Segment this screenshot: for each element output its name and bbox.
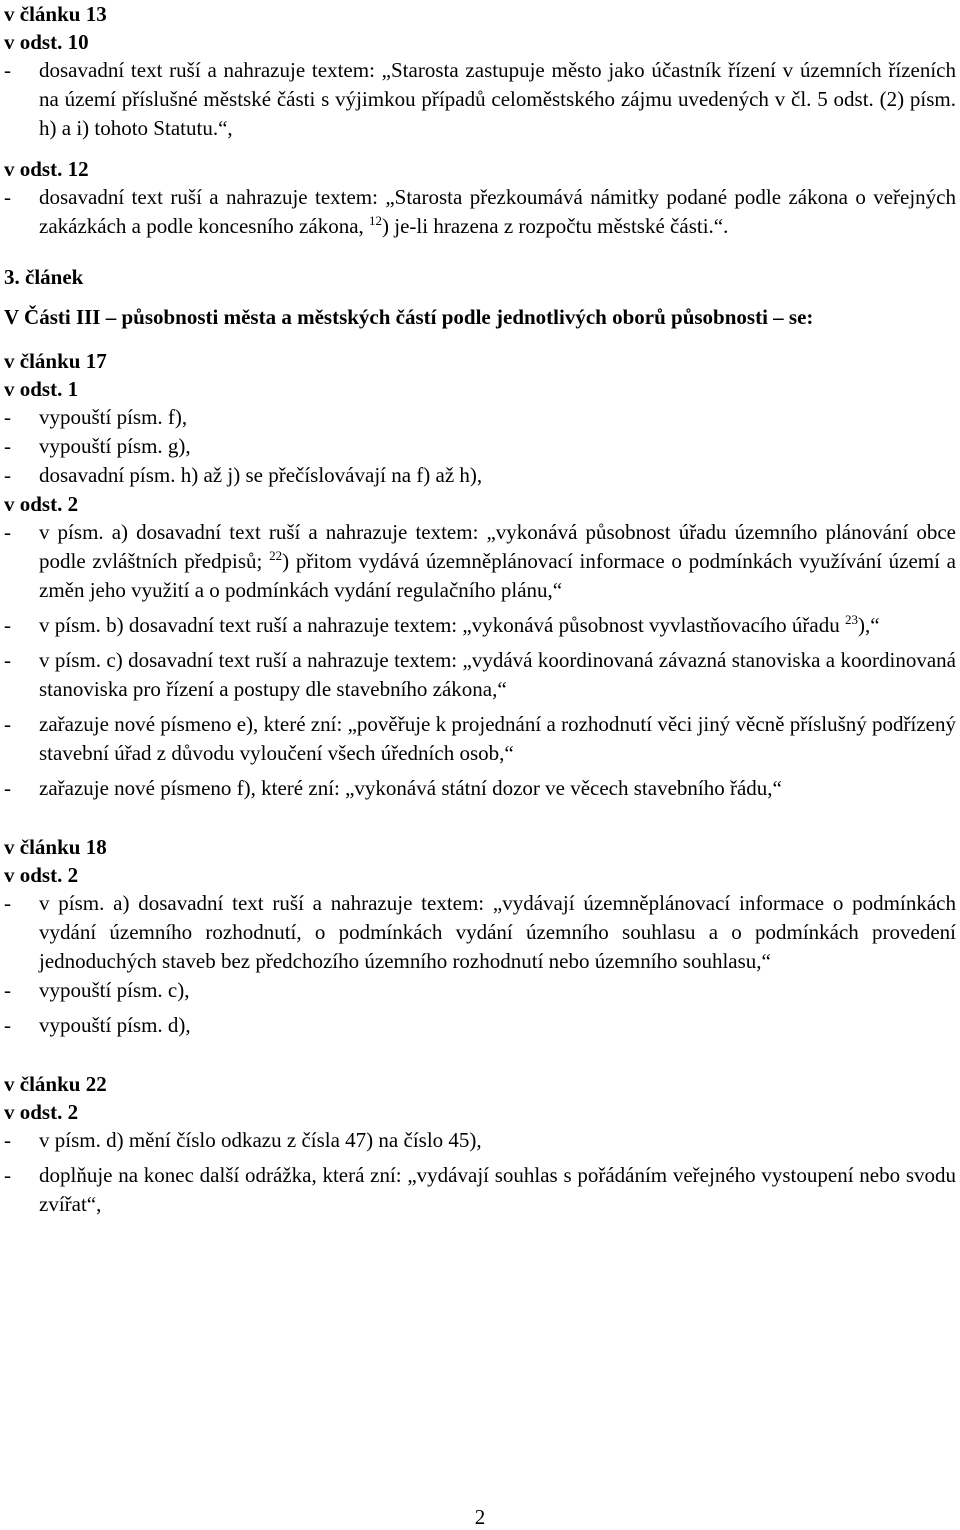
list-item xyxy=(4,432,956,461)
list-item xyxy=(4,611,956,640)
item-text: vypouští písm. c), xyxy=(39,978,190,1002)
dash: - xyxy=(4,776,11,800)
list-item xyxy=(4,1126,956,1155)
footnote-ref: 22 xyxy=(269,548,283,563)
list-item xyxy=(4,461,956,490)
item-text: v písm. d) mění číslo odkazu z čísla 47) na číslo 45), xyxy=(39,1128,482,1152)
heading-paragraph-12: v odst. 12 xyxy=(4,157,89,181)
list-item xyxy=(4,56,956,143)
footnote-ref: 12 xyxy=(369,213,383,228)
dash: - xyxy=(4,1013,11,1037)
item-text: v písm. b) dosavadní text ruší a nahrazuje textem: „vykonává působnost vyvlastňovacího úřadu $^{23}$),“ xyxy=(39,612,880,637)
list-item xyxy=(4,774,956,803)
list-item xyxy=(4,518,956,605)
item-text: vypouští písm. d), xyxy=(39,1013,191,1037)
dash: - xyxy=(4,1163,11,1187)
dash: - xyxy=(4,613,11,637)
dash: - xyxy=(4,712,11,736)
dash: - xyxy=(4,58,11,82)
heading-article-17: v článku 17 xyxy=(4,349,107,373)
item-text: v písm. a) dosavadní text ruší a nahrazuje textem: „vydávají územněplánovací informace o podmínkách vydání územního rozhodnutí, o podmínkách vydání územního souhlasu a o podmínkách provedení jednoduchých staveb bez předchozího územního rozhodnutí nebo územního souhlasu,“ xyxy=(39,891,956,973)
page-number: 2 xyxy=(474,1505,486,1529)
list-item xyxy=(4,889,956,976)
list-item xyxy=(4,183,956,241)
heading-article-22: v článku 22 xyxy=(4,1072,107,1096)
document-page xyxy=(4,0,956,1219)
dash: - xyxy=(4,463,11,487)
item-text: doplňuje na konec další odrážka, která zní: „vydávají souhlas s pořádáním veřejného vystoupení nebo svodu zvířat“, xyxy=(39,1163,956,1216)
dash: - xyxy=(4,648,11,672)
item-text: zařazuje nové písmeno e), které zní: „pověřuje k projednání a rozhodnutí věci jiný věcně příslušný podřízený stavební úřad z důvodu vyloučení všech úředních osob,“ xyxy=(39,712,956,765)
heading-part-iii: V Části III – působnosti města a městských částí podle jednotlivých oborů působnosti – se: xyxy=(4,305,814,329)
footnote-ref: 23 xyxy=(844,612,858,627)
list-item xyxy=(4,646,956,704)
heading-paragraph-2: v odst. 2 xyxy=(4,863,79,887)
heading-article-18: v článku 18 xyxy=(4,835,107,859)
dash: - xyxy=(4,434,11,458)
list-item xyxy=(4,976,956,1005)
heading-paragraph-10: v odst. 10 xyxy=(4,30,89,54)
heading-article-3: 3. článek xyxy=(4,265,84,289)
list-item xyxy=(4,1161,956,1219)
dash: - xyxy=(4,405,11,429)
list-item xyxy=(4,710,956,768)
item-text: vypouští písm. f), xyxy=(39,405,188,429)
item-text: vypouští písm. g), xyxy=(39,434,191,458)
heading-paragraph-2: v odst. 2 xyxy=(4,1100,79,1124)
heading-paragraph-2: v odst. 2 xyxy=(4,492,79,516)
item-text: dosavadní text ruší a nahrazuje textem: „Starosta přezkoumává námitky podané podle zákona o veřejných zakázkách a podle koncesního zákona, $^{12}$) je-li hrazena z rozpočtu městské části.“. xyxy=(39,185,956,238)
list-item xyxy=(4,403,956,432)
heading-article-13: v článku 13 xyxy=(4,2,107,26)
dash: - xyxy=(4,978,11,1002)
dash: - xyxy=(4,185,11,209)
item-text: v písm. c) dosavadní text ruší a nahrazuje textem: „vydává koordinovaná závazná stanoviska a koordinovaná stanoviska pro řízení a postupy dle stavebního zákona,“ xyxy=(39,648,956,701)
dash: - xyxy=(4,520,11,544)
item-text: dosavadní text ruší a nahrazuje textem: „Starosta zastupuje město jako účastník řízení v územních řízeních na území příslušné městské části s výjimkou případů celoměstského zájmu uvedených v čl. 5 odst. (2) písm. h) a i) tohoto Statutu.“, xyxy=(39,58,956,140)
item-text: v písm. a) dosavadní text ruší a nahrazuje textem: „vykonává působnost úřadu územního plánování obce podle zvláštních předpisů; $^{22}$) přitom vydává územněplánovací informace o podmínkách využívání území a změn jeho využití a o podmínkách vydání regulačního plánu,“ xyxy=(39,520,956,602)
dash: - xyxy=(4,1128,11,1152)
heading-paragraph-1: v odst. 1 xyxy=(4,377,79,401)
list-item xyxy=(4,1011,956,1040)
dash: - xyxy=(4,891,11,915)
item-text: dosavadní písm. h) až j) se přečíslovávají na f) až h), xyxy=(39,463,483,487)
item-text: zařazuje nové písmeno f), které zní: „vykonává státní dozor ve věcech stavebního řádu,“ xyxy=(39,776,782,800)
